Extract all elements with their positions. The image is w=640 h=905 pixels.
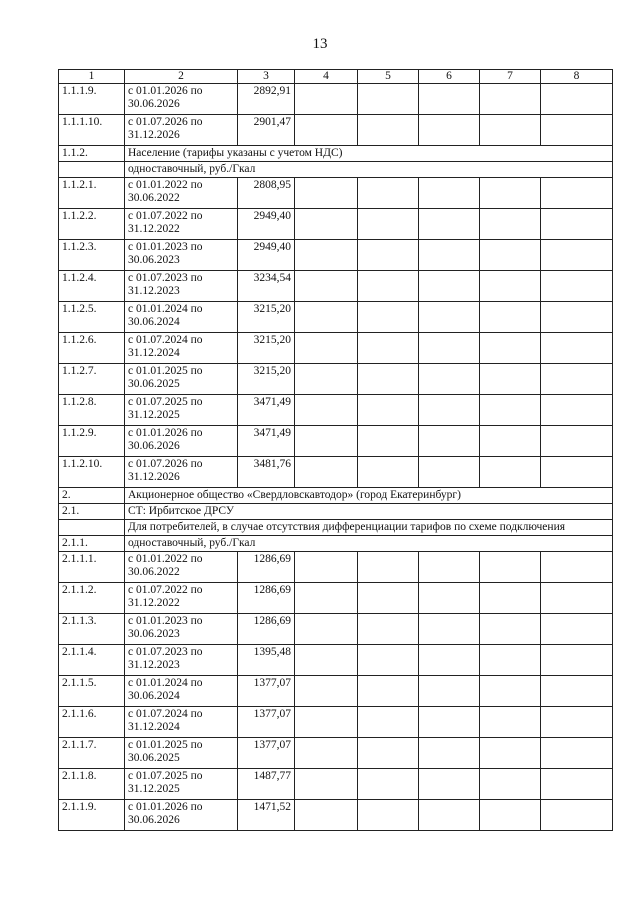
- row-tariff-value: 1471,52: [238, 800, 295, 831]
- row-code: 1.1.2.5.: [59, 302, 125, 333]
- empty-cell: [419, 333, 480, 364]
- empty-cell: [480, 364, 541, 395]
- tariff-row: [59, 800, 613, 831]
- empty-cell: [419, 240, 480, 271]
- row-tariff-value: 1487,77: [238, 769, 295, 800]
- empty-cell: [358, 395, 419, 426]
- empty-cell: [419, 115, 480, 146]
- empty-cell: [295, 707, 358, 738]
- empty-cell: [541, 614, 613, 645]
- empty-cell: [295, 240, 358, 271]
- row-code: 2.1.1.2.: [59, 583, 125, 614]
- empty-cell: [480, 333, 541, 364]
- column-header: 3: [238, 70, 295, 84]
- row-tariff-value: 2949,40: [238, 209, 295, 240]
- tariff-row: [59, 395, 613, 426]
- empty-cell: [419, 552, 480, 583]
- row-code: 2.1.1.1.: [59, 552, 125, 583]
- empty-cell: [358, 707, 419, 738]
- empty-cell: [541, 426, 613, 457]
- empty-cell: [541, 240, 613, 271]
- empty-cell: [358, 614, 419, 645]
- row-tariff-value: 3215,20: [238, 364, 295, 395]
- empty-cell: [419, 707, 480, 738]
- empty-cell: [419, 271, 480, 302]
- empty-cell: [480, 209, 541, 240]
- empty-cell: [295, 364, 358, 395]
- tariff-row: [59, 552, 613, 583]
- section-row: [59, 504, 613, 520]
- empty-cell: [358, 769, 419, 800]
- tariff-row: [59, 676, 613, 707]
- empty-cell: [480, 178, 541, 209]
- row-tariff-value: 3481,76: [238, 457, 295, 488]
- row-code: 1.1.2.9.: [59, 426, 125, 457]
- empty-cell: [480, 707, 541, 738]
- empty-cell: [480, 800, 541, 831]
- empty-cell: [480, 676, 541, 707]
- empty-cell: [541, 209, 613, 240]
- row-period: с 01.07.2026 по 31.12.2026: [125, 115, 238, 146]
- empty-cell: [358, 552, 419, 583]
- row-period: с 01.07.2025 по 31.12.2025: [125, 769, 238, 800]
- section-row: [59, 488, 613, 504]
- tariff-row: [59, 84, 613, 115]
- empty-cell: [419, 738, 480, 769]
- empty-cell: [358, 115, 419, 146]
- tariff-row: [59, 115, 613, 146]
- section-row: [59, 520, 613, 536]
- row-tariff-value: 3215,20: [238, 333, 295, 364]
- empty-cell: [419, 84, 480, 115]
- tariff-row: [59, 614, 613, 645]
- empty-cell: [419, 426, 480, 457]
- empty-cell: [295, 457, 358, 488]
- column-header: 4: [295, 70, 358, 84]
- row-period: с 01.01.2026 по 30.06.2026: [125, 800, 238, 831]
- empty-cell: [419, 395, 480, 426]
- section-title: Для потребителей, в случае отсутствия дифференциации тарифов по схеме подключения: [125, 520, 613, 536]
- row-code: 1.1.2.3.: [59, 240, 125, 271]
- empty-cell: [541, 302, 613, 333]
- empty-cell: [541, 800, 613, 831]
- tariff-row: [59, 645, 613, 676]
- row-code: 1.1.2.2.: [59, 209, 125, 240]
- empty-cell: [358, 364, 419, 395]
- tariff-row: [59, 240, 613, 271]
- row-period: с 01.01.2025 по 30.06.2025: [125, 738, 238, 769]
- row-code: 2.1.1.5.: [59, 676, 125, 707]
- column-header: 2: [125, 70, 238, 84]
- empty-cell: [480, 614, 541, 645]
- tariff-table: [58, 69, 613, 831]
- empty-cell: [295, 84, 358, 115]
- empty-cell: [541, 115, 613, 146]
- table-body: [59, 70, 613, 831]
- empty-cell: [295, 333, 358, 364]
- tariff-row: [59, 583, 613, 614]
- empty-cell: [480, 115, 541, 146]
- empty-cell: [358, 333, 419, 364]
- empty-cell: [295, 552, 358, 583]
- row-tariff-value: 1377,07: [238, 707, 295, 738]
- empty-cell: [295, 583, 358, 614]
- empty-cell: [358, 800, 419, 831]
- empty-cell: [295, 800, 358, 831]
- empty-cell: [358, 302, 419, 333]
- row-period: с 01.07.2024 по 31.12.2024: [125, 333, 238, 364]
- empty-cell: [419, 800, 480, 831]
- empty-cell: [541, 583, 613, 614]
- empty-cell: [295, 302, 358, 333]
- empty-cell: [541, 738, 613, 769]
- column-header: 1: [59, 70, 125, 84]
- row-period: с 01.07.2024 по 31.12.2024: [125, 707, 238, 738]
- empty-cell: [541, 178, 613, 209]
- row-period: с 01.01.2023 по 30.06.2023: [125, 614, 238, 645]
- empty-cell: [358, 84, 419, 115]
- empty-cell: [480, 240, 541, 271]
- empty-cell: [295, 209, 358, 240]
- tariff-row: [59, 333, 613, 364]
- page-number: 13: [312, 36, 328, 52]
- row-code: 1.1.2.8.: [59, 395, 125, 426]
- row-tariff-value: 1286,69: [238, 583, 295, 614]
- empty-cell: [480, 738, 541, 769]
- tariff-row: [59, 364, 613, 395]
- empty-cell: [295, 178, 358, 209]
- row-period: с 01.01.2023 по 30.06.2023: [125, 240, 238, 271]
- row-tariff-value: 2808,95: [238, 178, 295, 209]
- empty-cell: [419, 364, 480, 395]
- section-code: 2.1.: [59, 504, 125, 520]
- empty-cell: [358, 426, 419, 457]
- empty-cell: [541, 84, 613, 115]
- empty-cell: [358, 271, 419, 302]
- tariff-row: [59, 209, 613, 240]
- row-code: 1.1.1.9.: [59, 84, 125, 115]
- row-tariff-value: 1377,07: [238, 738, 295, 769]
- empty-cell: [295, 271, 358, 302]
- empty-cell: [419, 457, 480, 488]
- section-title: Акционерное общество «Свердловскавтодор» (город Екатеринбург): [125, 488, 613, 504]
- tariff-row: [59, 738, 613, 769]
- row-period: с 01.07.2022 по 31.12.2022: [125, 209, 238, 240]
- row-tariff-value: 2901,47: [238, 115, 295, 146]
- empty-cell: [358, 738, 419, 769]
- row-period: с 01.01.2024 по 30.06.2024: [125, 676, 238, 707]
- empty-cell: [419, 209, 480, 240]
- section-code: 2.: [59, 488, 125, 504]
- row-period: с 01.07.2023 по 31.12.2023: [125, 271, 238, 302]
- tariff-row: [59, 457, 613, 488]
- empty-cell: [295, 676, 358, 707]
- empty-cell: [541, 707, 613, 738]
- empty-cell: [480, 426, 541, 457]
- row-code: 2.1.1.6.: [59, 707, 125, 738]
- row-code: 1.1.1.10.: [59, 115, 125, 146]
- empty-cell: [480, 395, 541, 426]
- empty-cell: [541, 769, 613, 800]
- empty-cell: [541, 333, 613, 364]
- row-code: 2.1.1.3.: [59, 614, 125, 645]
- empty-cell: [295, 614, 358, 645]
- row-tariff-value: 2949,40: [238, 240, 295, 271]
- empty-cell: [358, 676, 419, 707]
- empty-cell: [541, 271, 613, 302]
- empty-cell: [295, 645, 358, 676]
- empty-cell: [419, 302, 480, 333]
- row-period: с 01.01.2022 по 30.06.2022: [125, 178, 238, 209]
- empty-cell: [480, 271, 541, 302]
- row-code: 2.1.1.8.: [59, 769, 125, 800]
- section-code: [59, 162, 125, 178]
- row-period: с 01.01.2025 по 30.06.2025: [125, 364, 238, 395]
- column-header: 5: [358, 70, 419, 84]
- section-row: [59, 146, 613, 162]
- tariff-row: [59, 302, 613, 333]
- section-code: [59, 520, 125, 536]
- row-tariff-value: 1286,69: [238, 552, 295, 583]
- empty-cell: [358, 178, 419, 209]
- tariff-row: [59, 178, 613, 209]
- row-code: 1.1.2.6.: [59, 333, 125, 364]
- empty-cell: [419, 645, 480, 676]
- column-number-header-row: [59, 70, 613, 84]
- empty-cell: [541, 457, 613, 488]
- row-tariff-value: 1377,07: [238, 676, 295, 707]
- empty-cell: [419, 769, 480, 800]
- section-row: [59, 536, 613, 552]
- section-code: 2.1.1.: [59, 536, 125, 552]
- tariff-row: [59, 769, 613, 800]
- section-title: Население (тарифы указаны с учетом НДС): [125, 146, 613, 162]
- row-tariff-value: 1395,48: [238, 645, 295, 676]
- empty-cell: [480, 769, 541, 800]
- empty-cell: [480, 583, 541, 614]
- empty-cell: [419, 583, 480, 614]
- tariff-row: [59, 271, 613, 302]
- row-tariff-value: 3471,49: [238, 426, 295, 457]
- empty-cell: [295, 115, 358, 146]
- row-code: 2.1.1.9.: [59, 800, 125, 831]
- column-header: 8: [541, 70, 613, 84]
- empty-cell: [419, 676, 480, 707]
- empty-cell: [358, 583, 419, 614]
- row-period: с 01.01.2024 по 30.06.2024: [125, 302, 238, 333]
- row-code: 1.1.2.7.: [59, 364, 125, 395]
- empty-cell: [541, 676, 613, 707]
- row-code: 2.1.1.7.: [59, 738, 125, 769]
- empty-cell: [358, 240, 419, 271]
- row-period: с 01.01.2026 по 30.06.2026: [125, 426, 238, 457]
- empty-cell: [295, 738, 358, 769]
- section-title: СТ: Ирбитское ДРСУ: [125, 504, 613, 520]
- row-tariff-value: 1286,69: [238, 614, 295, 645]
- empty-cell: [541, 364, 613, 395]
- section-row: [59, 162, 613, 178]
- empty-cell: [358, 645, 419, 676]
- row-tariff-value: 3215,20: [238, 302, 295, 333]
- empty-cell: [419, 614, 480, 645]
- column-header: 7: [480, 70, 541, 84]
- row-tariff-value: 3471,49: [238, 395, 295, 426]
- section-code: 1.1.2.: [59, 146, 125, 162]
- empty-cell: [541, 645, 613, 676]
- empty-cell: [541, 395, 613, 426]
- row-period: с 01.01.2022 по 30.06.2022: [125, 552, 238, 583]
- tariff-row: [59, 426, 613, 457]
- row-period: с 01.01.2026 по 30.06.2026: [125, 84, 238, 115]
- empty-cell: [358, 457, 419, 488]
- empty-cell: [541, 552, 613, 583]
- row-period: с 01.07.2025 по 31.12.2025: [125, 395, 238, 426]
- empty-cell: [480, 84, 541, 115]
- empty-cell: [295, 426, 358, 457]
- empty-cell: [480, 457, 541, 488]
- row-period: с 01.07.2026 по 31.12.2026: [125, 457, 238, 488]
- empty-cell: [480, 645, 541, 676]
- section-title: одноставочный, руб./Гкал: [125, 536, 613, 552]
- empty-cell: [480, 302, 541, 333]
- empty-cell: [480, 552, 541, 583]
- section-title: одноставочный, руб./Гкал: [125, 162, 613, 178]
- empty-cell: [358, 209, 419, 240]
- row-period: с 01.07.2022 по 31.12.2022: [125, 583, 238, 614]
- row-tariff-value: 2892,91: [238, 84, 295, 115]
- row-code: 1.1.2.10.: [59, 457, 125, 488]
- empty-cell: [419, 178, 480, 209]
- column-header: 6: [419, 70, 480, 84]
- row-code: 2.1.1.4.: [59, 645, 125, 676]
- row-period: с 01.07.2023 по 31.12.2023: [125, 645, 238, 676]
- row-tariff-value: 3234,54: [238, 271, 295, 302]
- row-code: 1.1.2.4.: [59, 271, 125, 302]
- empty-cell: [295, 769, 358, 800]
- empty-cell: [295, 395, 358, 426]
- tariff-row: [59, 707, 613, 738]
- row-code: 1.1.2.1.: [59, 178, 125, 209]
